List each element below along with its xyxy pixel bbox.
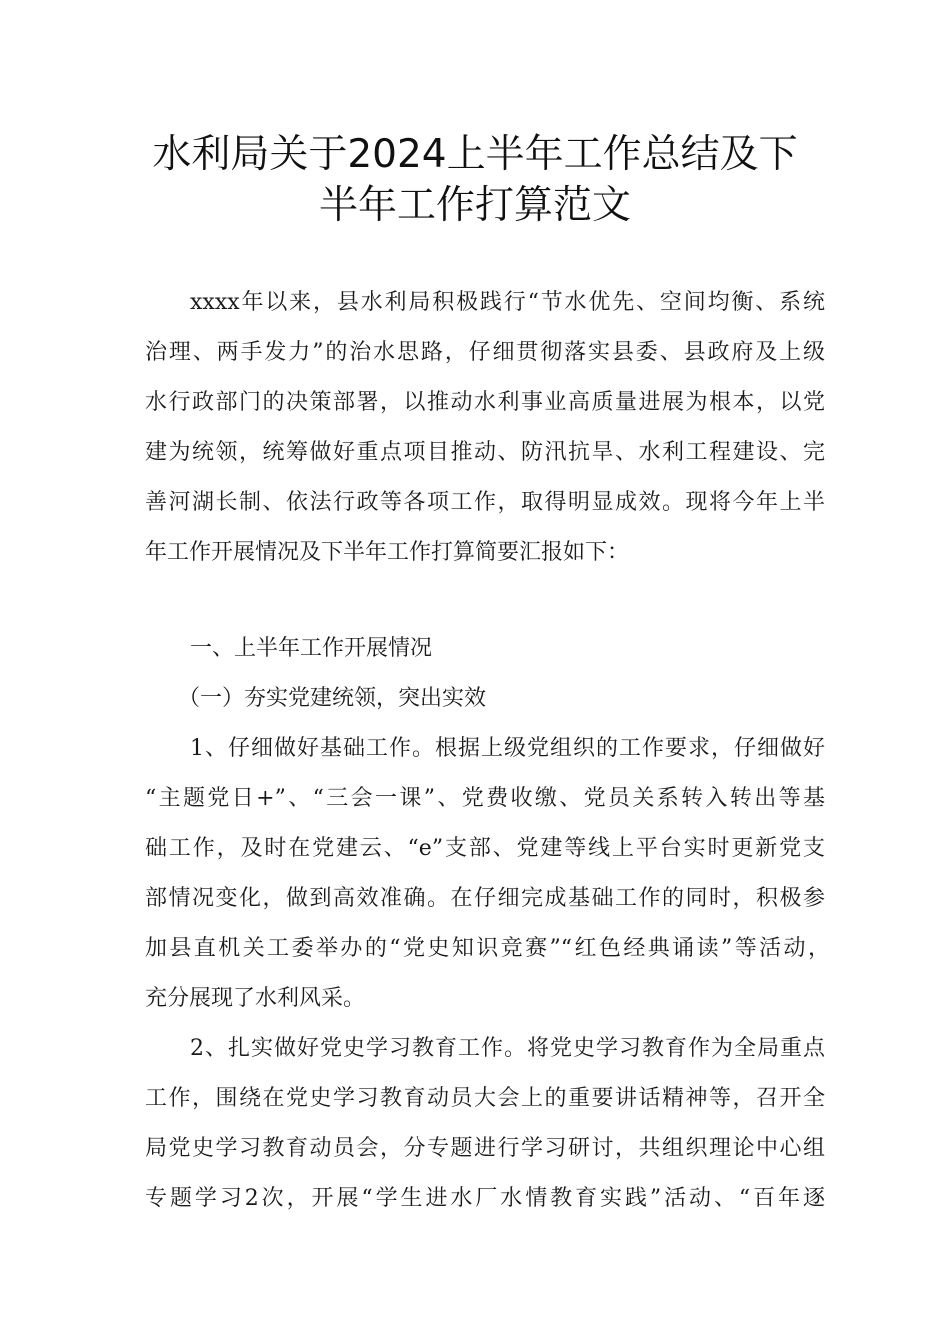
item2-line-1: 2、扎实做好党史学习教育工作。将党史学习教育作为全局重点	[190, 1036, 825, 1061]
item1-line-4: 部情况变化，做到高效准确。在仔细完成基础工作的同时，积极参	[145, 886, 825, 911]
document-title-line-1: 水利局关于2024上半年工作总结及下	[152, 132, 798, 177]
item2-line-2: 工作，围绕在党史学习教育动员大会上的重要讲话精神等，召开全	[145, 1086, 825, 1111]
item1-line-1: 1、仔细做好基础工作。根据上级党组织的工作要求，仔细做好	[190, 736, 825, 761]
intro-line-1: xxxx年以来，县水利局积极践行“节水优先、空间均衡、系统	[190, 290, 825, 315]
section-heading: 一、上半年工作开展情况	[190, 636, 433, 661]
intro-line-3: 水行政部门的决策部署，以推动水利事业高质量进展为根本，以党	[145, 390, 825, 415]
intro-line-6: 年工作开展情况及下半年工作打算简要汇报如下：	[145, 540, 630, 565]
intro-line-4: 建为统领，统筹做好重点项目推动、防汛抗旱、水利工程建设、完	[145, 440, 825, 465]
item1-line-5: 加县直机关工委举办的“党史知识竞赛”“红色经典诵读”等活动，	[145, 936, 830, 961]
intro-line-5: 善河湖长制、依法行政等各项工作，取得明显成效。现将今年上半	[145, 490, 825, 515]
item1-line-6: 充分展现了水利风采。	[145, 986, 366, 1011]
document-title-line-2: 半年工作打算范文	[318, 183, 631, 228]
item2-line-4: 专题学习2次，开展“学生进水厂水情教育实践”活动、“百年逐	[145, 1186, 825, 1211]
item1-line-3: 础工作，及时在党建云、“e”支部、党建等线上平台实时更新党支	[145, 836, 825, 861]
item2-line-3: 局党史学习教育动员会，分专题进行学习研讨，共组织理论中心组	[145, 1136, 825, 1161]
item1-line-2: “主题党日+”、“三会一课”、党费收缴、党员关系转入转出等基	[145, 786, 825, 811]
subsection-heading: （一）夯实党建统领，突出实效	[178, 686, 487, 711]
intro-line-2: 治理、两手发力”的治水思路，仔细贯彻落实县委、县政府及上级	[145, 340, 825, 365]
